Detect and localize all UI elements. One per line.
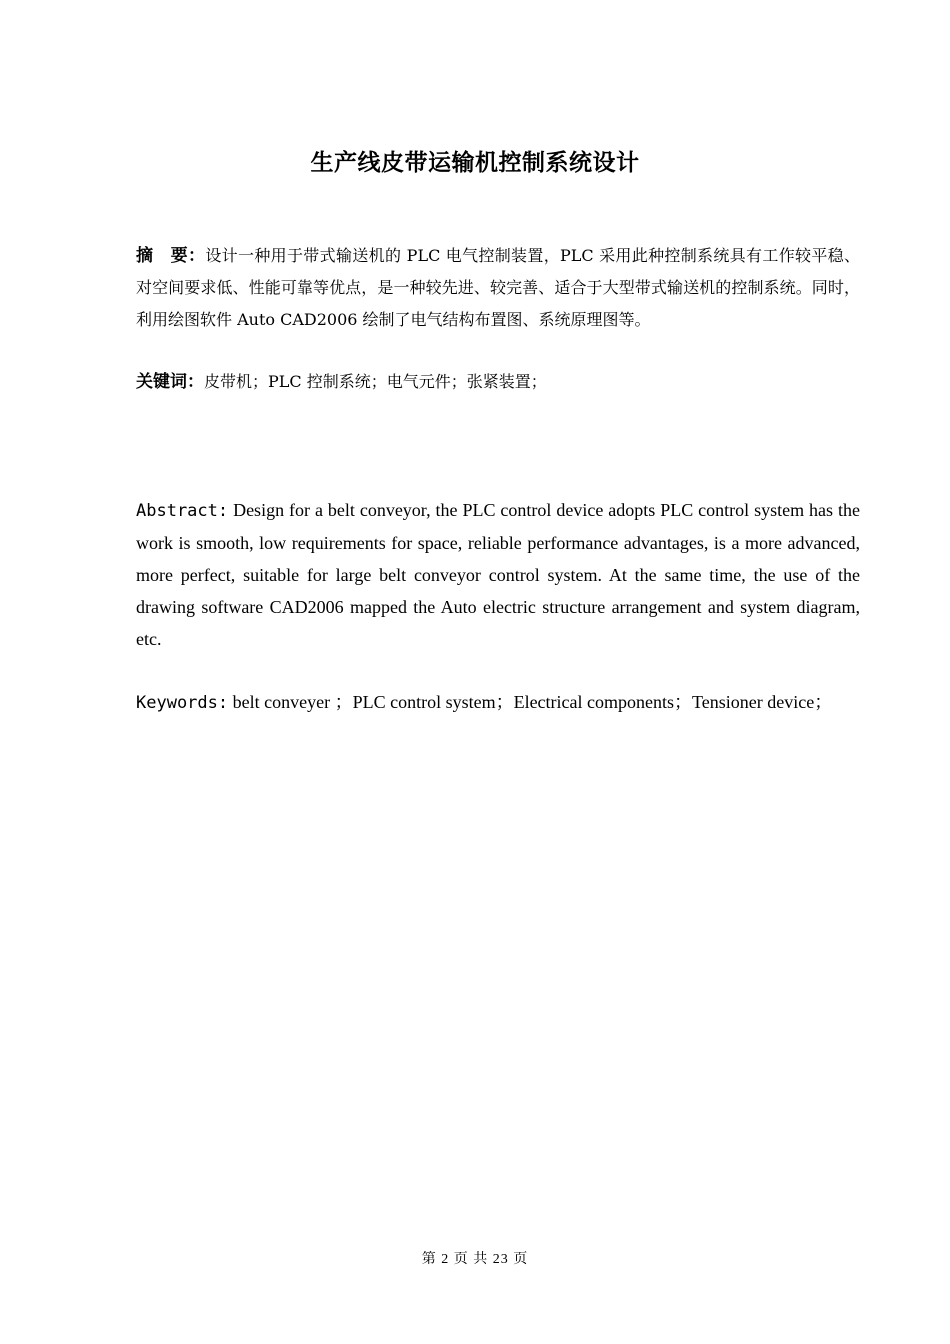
chinese-abstract-text: 设计一种用于带式输送机的 PLC 电气控制装置，PLC 采用此种控制系统具有工作较平稳、对空间要求低、性能可靠等优点，是一种较先进、较完善、适合于大型带式输送机的控制系统。同时，利用绘图软件 Auto CAD2006 绘制了电气结构布置图、系统原理图等。 (136, 246, 861, 329)
english-abstract (136, 494, 860, 655)
english-keywords-text: belt conveyer ；PLC control system；Electrical components；Tensioner device； (228, 692, 833, 712)
page-number-footer: 第 2 页 共 23 页 (421, 1252, 529, 1267)
chinese-keywords (136, 366, 860, 398)
english-abstract-text: Design for a belt conveyor, the PLC control device adopts PLC control system has the work is smooth, low requirements for space, reliable performance advantages, is a more advanced, more perfect, suitable for large belt conveyor control system. At the same time, the use of the drawing software CAD2006 mapped the Auto electric structure arrangement and system diagram, etc. (136, 500, 860, 649)
chinese-abstract (136, 240, 860, 336)
english-keywords-label: Keywords: (136, 693, 229, 713)
english-keywords (136, 686, 860, 719)
document-title: 生产线皮带运输机控制系统设计 (310, 150, 640, 176)
english-abstract-label: Abstract: (136, 501, 229, 521)
chinese-keywords-text: 皮带机；PLC 控制系统；电气元件；张紧装置； (204, 372, 547, 391)
chinese-abstract-label: 摘 要： (136, 246, 206, 266)
chinese-keywords-label: 关键词： (136, 372, 204, 392)
